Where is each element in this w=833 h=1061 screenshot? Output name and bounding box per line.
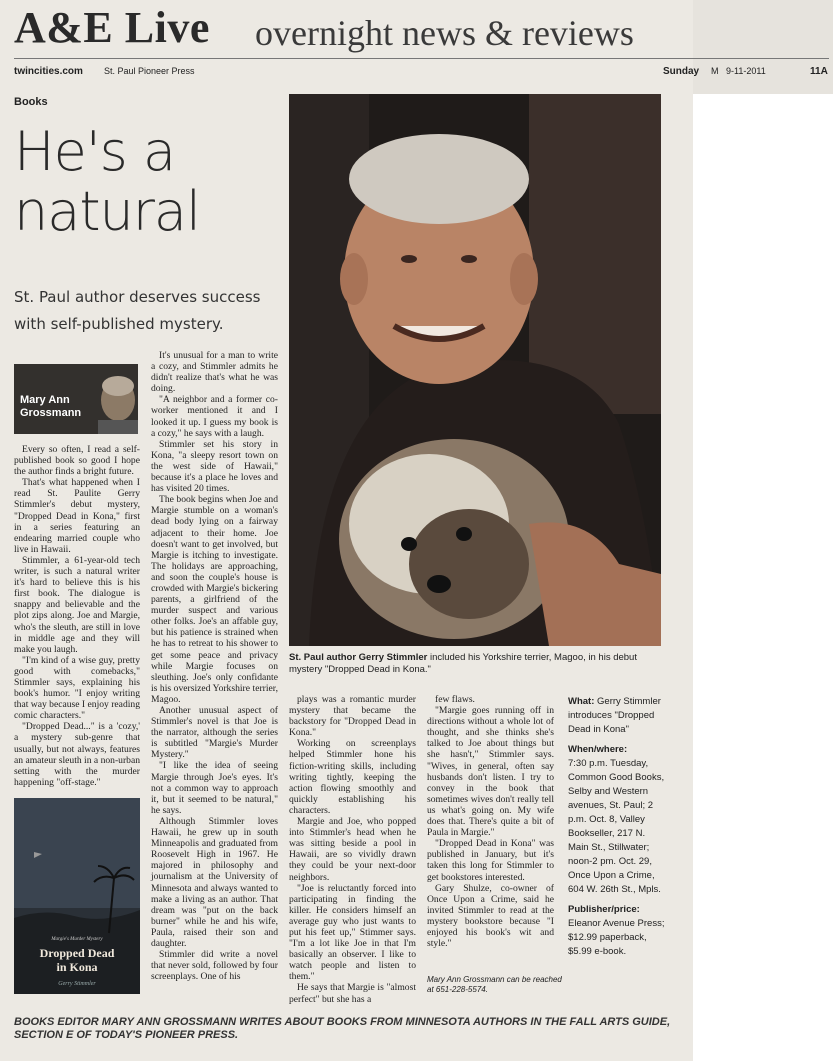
paragraph: "Dropped Dead..." is a 'cozy,' a mystery sub-genre that usually, but not always, features an amateur sleuth in a non-urban setting with the murder happening "off-stage.": [14, 721, 141, 788]
article-column-2: [151, 350, 278, 982]
paragraph: Every so often, I read a self-published book so good I hope the author finds a bright future.: [14, 444, 140, 478]
headline: [14, 122, 284, 242]
paragraph: few flaws.: [435, 694, 475, 705]
page-number: 11A: [810, 66, 828, 77]
blank-margin: [693, 94, 833, 1061]
paragraph: "A neighbor and a former co-worker mentioned it and I looked it up. I guess my book is a cozy," he says with a laugh.: [151, 394, 278, 439]
book-tagline: Margie's Murder Mystery: [51, 937, 103, 942]
deck-line-1: St. Paul author deserves success: [14, 288, 261, 306]
publisher-label: Publisher/price:: [568, 904, 640, 915]
byline-first: Mary Ann: [20, 394, 70, 406]
author-contact: Mary Ann Grossmann can be reached at 651-228-5574.: [427, 975, 562, 994]
paragraph: "I'm kind of a wise guy, pretty good with comebacks," Stimmler says, explaining his book's humor. "I enjoy writing that way because I enjoy reading comic characters.": [14, 654, 140, 722]
section-label: Books: [14, 96, 48, 108]
paper-name: St. Paul Pioneer Press: [104, 66, 195, 76]
event-info-box: [568, 695, 668, 965]
book-title: [14, 946, 140, 974]
when-value: 7:30 p.m. Tuesday, Common Good Books, Selby and Western avenues, St. Paul; 2 p.m. Oct. 8, Valley Bookseller, 217 N. Main St., Stillwater; noon-2 pm. Oct. 29, Once Upon a Crime, 604 W. 26th St., Mpls.: [568, 758, 665, 895]
paragraph: Stimmler, a 61-year-old tech writer, is such a natural writer it's hard to believe this is his first book. The dialogue is snappy and believable and the plot zips along. Joe and Margie, who's the sleuth, are still in love in middle age and they will make you laugh.: [14, 554, 140, 655]
what-label: What:: [568, 696, 595, 707]
paragraph: "Margie goes running off in directions without a whole lot of thought, and she thinks she's talked to Joe about things but she hasn't," Stimmler says. "Wives, in general, often say husbands don't listen. I try to convey in the book that sometimes wives don't really tell us what's going on. My wife does that. There's quite a bit of Paula in Margie.": [427, 705, 554, 839]
book-title-line-1: Dropped Dead: [39, 946, 115, 960]
caption-text: included his Yorkshire terrier, Magoo, in his debut mystery "Dropped Dead in Kona.": [289, 652, 637, 675]
byline-name: [20, 394, 81, 420]
issue-edition: M: [711, 66, 719, 76]
paragraph: The book begins when Joe and Margie stumble on a woman's dead body lying on a fairway adjacent to their home. Joe doesn't want to get involved, but Margie is itching to investigate. The holidays are approaching, and soon the couple's house is crowded with Margie's bickering parents, a girlfriend of the murder suspect and various other folks. Joe's an affable guy, but his patience is strained when he has to retreat to his shower to get some peace and privacy while Margie focuses on sleuthing. Joe's only confidante is his oversized Yorkshire terrier, Magoo.: [151, 494, 278, 705]
site-name: twincities.com: [14, 66, 83, 77]
paragraph: He says that Margie is "almost perfect" but she has a: [289, 982, 416, 1005]
publisher-value: Eleanor Avenue Press; $12.99 paperback, $5.99 e-book.: [568, 918, 665, 957]
paragraph: Although Stimmler loves Hawaii, he grew up in south Minneapolis and graduated from Roosevelt High in 1967. He majored in philosophy and journalism at the University of Minnesota and always wanted to make a living as an author. That dream was "put on the back burner" while he and his wife, Paula, raised their son and daughter.: [151, 815, 278, 949]
paragraph: Another unusual aspect of Stimmler's novel is that Joe is the narrator, although the series is subtitled "Margie's Murder Mystery.": [151, 705, 278, 761]
paragraph: That's what happened when I read St. Paulite Gerry Stimmler's debut mystery, "Dropped Dead in Kona," first in a series featuring an endearing married couple who live in Hawaii.: [14, 477, 140, 555]
paragraph: It's unusual for a man to write a cozy, and Stimmler admits he didn't realize that's what he was doing.: [151, 350, 278, 395]
book-cover: [14, 798, 140, 994]
headline-line-1: He's a: [14, 120, 176, 183]
paragraph: Working on screenplays helped Stimmler hone his fiction-writing skills, including writing tightly, keeping the action flowing smoothly and quickly establishing his characters.: [289, 738, 416, 816]
deck-line-2: with self-published mystery.: [14, 315, 224, 333]
paragraph: Gary Shulze, co-owner of Once Upon a Crime, said he invited Stimmler to read at the mystery bookstore because "I enjoyed his book's wit and style.": [427, 882, 554, 950]
article-column-4: [427, 694, 554, 949]
author-photo: [289, 94, 661, 646]
book-title-line-2: in Kona: [56, 960, 98, 974]
when-label: When/where:: [568, 744, 628, 755]
paragraph: "Joe is reluctantly forced into participating in finding the killer. He considers himself an average guy who just wants to put his feet up," Stimmer says. "I'm a lot like Joe in that I'm basically an observer. I like to watch people and listen to them.": [289, 882, 416, 983]
photo-caption: [289, 652, 661, 676]
what-value: Gerry Stimmler introduces "Dropped Dead in Kona": [568, 696, 661, 735]
issue-day: Sunday: [663, 66, 700, 77]
masthead-title: A&E Live: [14, 3, 210, 52]
byline-last: Grossmann: [20, 407, 82, 419]
masthead-rule: [14, 58, 829, 59]
book-author: Gerry Stimmler: [58, 981, 96, 987]
article-column-1: [14, 444, 140, 788]
paragraph: "I like the idea of seeing Margie through Joe's eyes. It's not a common way to approach it, but it seemed to be natural," he says.: [151, 760, 278, 816]
footer-note: BOOKS EDITOR MARY ANN GROSSMANN WRITES ABOUT BOOKS FROM MINNESOTA AUTHORS IN THE FALL ARTS GUIDE, SECTION E OF TODAY'S PIONEER PRESS.: [14, 1016, 671, 1041]
paragraph: Margie and Joe, who popped into Stimmler's head when he was sitting beside a pool in Hawaii, are so vividly drawn they could be your next-door neighbors.: [289, 816, 416, 883]
headline-line-2: natural: [14, 180, 201, 243]
paragraph: "Dropped Dead in Kona" was published in January, but it's taken this long for Stimmler to get bookstores interested.: [427, 838, 554, 883]
paragraph: plays was a romantic murder mystery that became the backstory for "Dropped Dead in Kona.": [289, 694, 416, 739]
paragraph: Stimmler did write a novel that never sold, followed by four screenplays. One of his: [151, 949, 278, 983]
article-column-3: [289, 694, 416, 1005]
deck: [14, 284, 284, 338]
paragraph: Stimmler set his story in Kona, "a sleepy resort town on the west side of Hawaii," because it's a place he loves and has visited 20 times.: [151, 438, 278, 495]
author-with-dog-image: [289, 94, 661, 646]
masthead-subtitle: overnight news & reviews: [255, 13, 634, 53]
byline-box: [14, 364, 138, 434]
caption-credit: St. Paul author Gerry Stimmler: [289, 652, 428, 663]
issue-date: 9-11-2011: [726, 66, 766, 76]
